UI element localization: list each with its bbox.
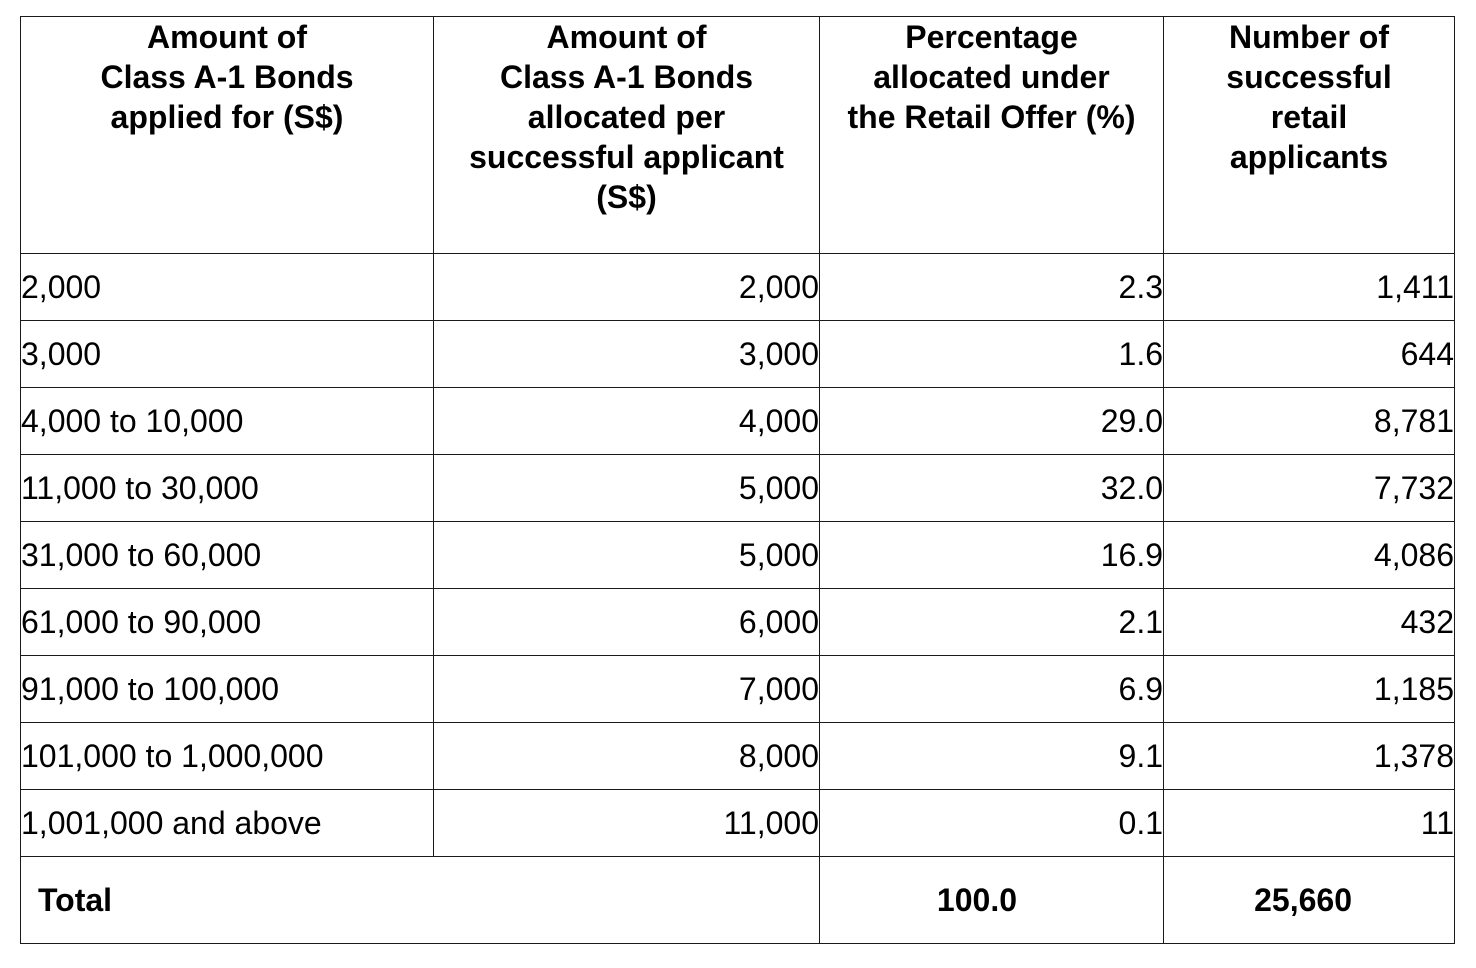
cell-amount-applied: 1,001,000 and above (21, 790, 434, 857)
cell-amount-allocated: 4,000 (434, 388, 820, 455)
cell-applicants: 1,378 (1164, 723, 1455, 790)
cell-applicants: 11 (1164, 790, 1455, 857)
cell-amount-applied: 2,000 (21, 254, 434, 321)
table-row (21, 321, 1455, 388)
cell-percentage: 2.3 (820, 254, 1164, 321)
header-amount-applied: Amount of Class A-1 Bonds applied for (S$) (21, 17, 434, 254)
cell-amount-allocated: 11,000 (434, 790, 820, 857)
table-row (21, 455, 1455, 522)
cell-percentage: 16.9 (820, 522, 1164, 589)
header-number-applicants: Number of successful retail applicants (1164, 17, 1455, 254)
header-amount-allocated: Amount of Class A-1 Bonds allocated per successful applicant (S$) (434, 17, 820, 254)
total-percentage: 100.0 (820, 857, 1164, 944)
cell-amount-allocated: 5,000 (434, 522, 820, 589)
cell-amount-allocated: 7,000 (434, 656, 820, 723)
cell-amount-applied: 91,000 to 100,000 (21, 656, 434, 723)
cell-amount-allocated: 2,000 (434, 254, 820, 321)
cell-amount-applied: 3,000 (21, 321, 434, 388)
header-row (21, 17, 1455, 254)
cell-percentage: 32.0 (820, 455, 1164, 522)
cell-amount-applied: 31,000 to 60,000 (21, 522, 434, 589)
cell-amount-applied: 4,000 to 10,000 (21, 388, 434, 455)
cell-percentage: 2.1 (820, 589, 1164, 656)
cell-applicants: 7,732 (1164, 455, 1455, 522)
cell-applicants: 1,185 (1164, 656, 1455, 723)
cell-percentage: 6.9 (820, 656, 1164, 723)
total-row (21, 857, 1455, 944)
table-row (21, 522, 1455, 589)
total-label: Total (21, 857, 820, 944)
cell-applicants: 8,781 (1164, 388, 1455, 455)
cell-applicants: 644 (1164, 321, 1455, 388)
total-applicants: 25,660 (1164, 857, 1455, 944)
cell-percentage: 0.1 (820, 790, 1164, 857)
cell-amount-applied: 11,000 to 30,000 (21, 455, 434, 522)
table-row (21, 388, 1455, 455)
cell-amount-applied: 61,000 to 90,000 (21, 589, 434, 656)
cell-applicants: 432 (1164, 589, 1455, 656)
table-row (21, 589, 1455, 656)
table-row (21, 656, 1455, 723)
cell-amount-allocated: 6,000 (434, 589, 820, 656)
table-row (21, 723, 1455, 790)
header-percentage-allocated: Percentage allocated under the Retail Offer (%) (820, 17, 1164, 254)
allocation-table (20, 16, 1455, 944)
cell-amount-applied: 101,000 to 1,000,000 (21, 723, 434, 790)
table-row (21, 254, 1455, 321)
cell-percentage: 1.6 (820, 321, 1164, 388)
cell-applicants: 4,086 (1164, 522, 1455, 589)
cell-applicants: 1,411 (1164, 254, 1455, 321)
cell-amount-allocated: 8,000 (434, 723, 820, 790)
cell-amount-allocated: 3,000 (434, 321, 820, 388)
table-row (21, 790, 1455, 857)
cell-amount-allocated: 5,000 (434, 455, 820, 522)
cell-percentage: 9.1 (820, 723, 1164, 790)
cell-percentage: 29.0 (820, 388, 1164, 455)
table-body (21, 254, 1455, 944)
